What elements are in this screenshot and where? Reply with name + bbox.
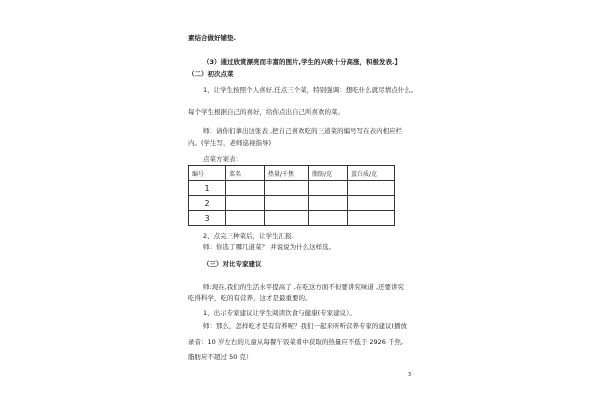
protein-cell [348,181,395,196]
student-choice-text: 每个学生根据自己的喜好，给你点出自己所喜欢的菜。 [188,108,344,116]
fat-cell [309,196,348,211]
row-number: 2 [189,196,226,211]
protein-cell [348,196,395,211]
calories-cell [265,196,309,211]
table-row [189,181,395,196]
point-3-text: （3）通过欣赏漂亮而丰富的图片,学生的兴致十分高涨，积极发表.】 [203,58,401,66]
teacher-question: 师：你选了哪几道菜？ 并说说为什么这样选。 [203,243,336,251]
section-3-heading: （三）对比专家建议 [203,260,262,268]
protein-cell [348,211,395,226]
row-number: 1 [189,181,226,196]
calories-cell [265,181,309,196]
teacher-instruction-line1: 师：请你们拿出这张表 ,把自己喜欢吃的三道菜的编号写在表内相应栏 [203,127,403,135]
dish-name-cell [226,211,265,226]
page-number: 3 [408,372,412,378]
intro-line: 素结合做好铺垫. [188,34,236,42]
header-calories: 热量/千焦 [265,166,309,181]
dish-name-cell [226,181,265,196]
expert-advice-line3: 脂肪应不超过 50 克） [188,353,253,361]
expert-advice-line1: 师：那么，怎样吃才是有营养呢？我们一起来听听营养专家的建议(播放 [203,322,408,330]
fat-cell [309,211,348,226]
header-protein: 蛋白质/克 [348,166,395,181]
fat-cell [309,181,348,196]
expert-advice-line2: 录音：10 岁左右的儿童从每餐午饭菜肴中获取的热量应不低于 2926 千焦, [188,338,404,346]
table-row [189,196,395,211]
step-1-text: 1、让学生按照个人喜好,任点三个菜，特别强调：想吃什么就尽情点什么。 [203,86,418,94]
teacher-remark-line2: 吃得科学，吃的有营养，这才是最重要的。 [188,294,312,302]
calories-cell [265,211,309,226]
header-number: 编号 [189,166,226,181]
section-2-heading: （二）初次点菜 [188,70,234,78]
table-caption: 点菜方案表： [203,155,242,163]
row-number: 3 [189,211,226,226]
dish-name-cell [226,196,265,211]
teacher-instruction-line2: 内。(学生写，老师巡视指导) [188,139,272,147]
table-row [189,211,395,226]
menu-plan-table [188,165,395,226]
teacher-remark-line1: 师:现在,我们的生活水平提高了 ,在吃这方面不但要讲究味道 ,还要讲究 [203,283,405,291]
step-3-text: 1、出示专家建议让学生阅读饮食与健康(专家建议）。 [203,309,356,317]
header-dish-name: 菜名 [226,166,265,181]
step-2-text: 2、点完三种菜后，让学生汇报. [203,232,294,240]
header-fat: 脂肪/克 [309,166,348,181]
table-header-row [189,166,395,181]
